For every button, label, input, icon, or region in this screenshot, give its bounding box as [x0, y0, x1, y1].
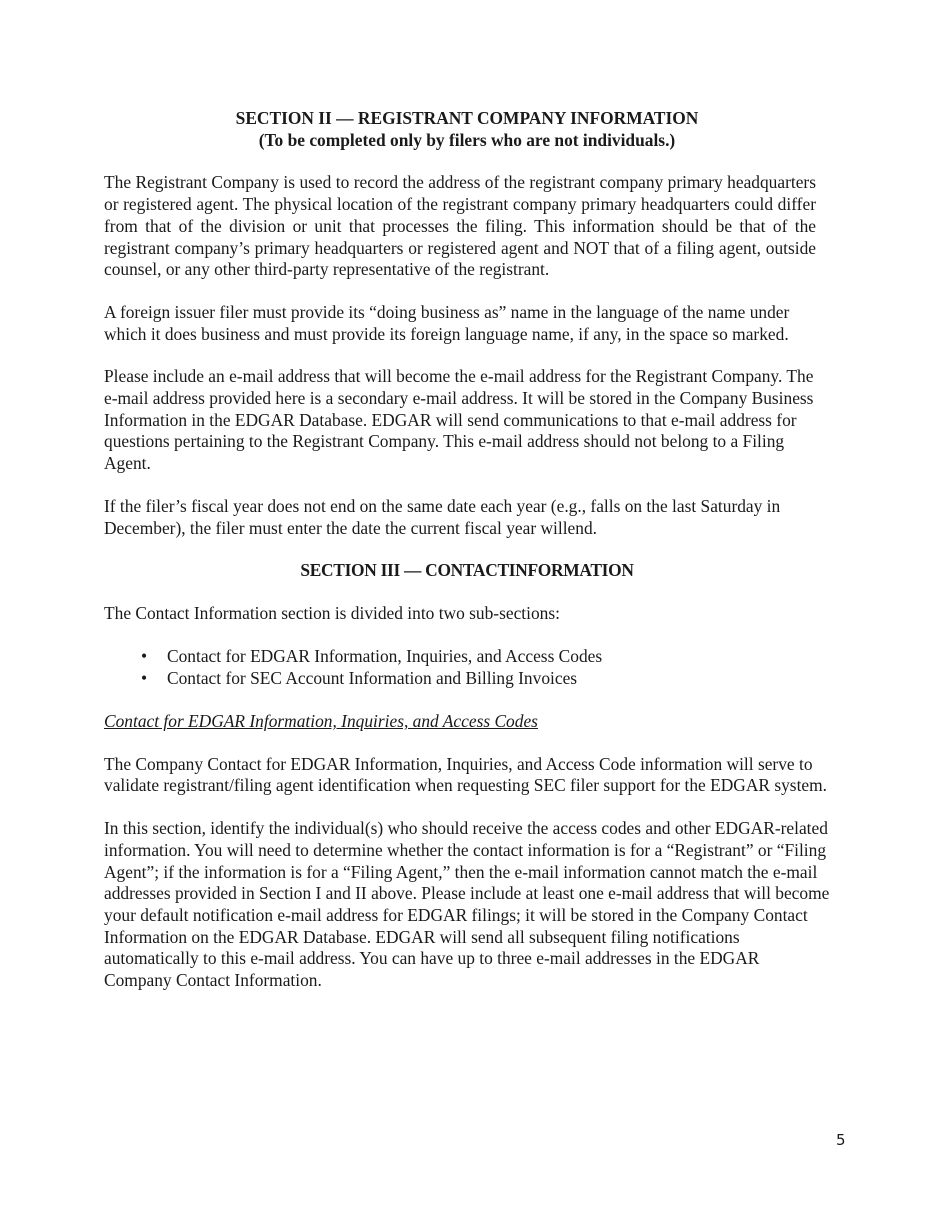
document-page [104, 108, 830, 1013]
contact-subsections-list [104, 646, 830, 690]
list-item-text: Contact for SEC Account Information and Billing Invoices [167, 668, 578, 689]
section-2-subtitle: (To be completed only by filers who are not individuals.) [258, 129, 676, 150]
list-item [104, 668, 830, 690]
foreign-issuer-paragraph: A foreign issuer filer must provide its “doing business as” name in the language of the name under which it does business and must provide its foreign language name, if any, in the space so marked. [104, 301, 790, 344]
section-3-title: SECTION III — CONTACTINFORMATION [300, 560, 634, 581]
edgar-contact-subheading: Contact for EDGAR Information, Inquiries, and Access Codes [104, 711, 538, 732]
fiscal-year-paragraph: If the filer’s fiscal year does not end on the same date each year (e.g., falls on the last Saturday in December), the filer must enter the date the current fiscal year willend. [104, 495, 781, 538]
registrant-company-paragraph: The Registrant Company is used to record the address of the registrant company primary headquarters or registered agent. The physical location of the registrant company primary headquarters could differ from that of the division or unit that processes the filing. This information should be that of the registrant company’s primary headquarters or registered agent and NOT that of a filing agent, outside counsel, or any other third-party representative of the registrant. [104, 172, 816, 280]
bullet-icon: • [141, 645, 148, 666]
access-codes-paragraph: In this section, identify the individual(s) who should receive the access codes and other EDGAR-related information. You will need to determine whether the contact information is for a “Registrant” or “Filing Agent”; if the information is for a “Filing Agent,” then the e-mail information cannot match the e-mail addresses provided in Section I and II above. Please include at least one e-mail address that will become your default notification e-mail address for EDGAR filings; it will be stored in the Company Contact Information on the EDGAR Database. EDGAR will send all subsequent filing notifications automatically to this e-mail address. You can have up to three e-mail addresses in the EDGAR Company Contact Information. [104, 818, 830, 991]
page-number: 5 [836, 1131, 846, 1149]
email-address-paragraph: Please include an e-mail address that will become the e-mail address for the Registrant Company. The e-mail address provided here is a secondary e-mail address. It will be stored in the Company Business Information in the EDGAR Database. EDGAR will send communications to that e-mail address for questions pertaining to the Registrant Company. This e-mail address should not belong to a Filing Agent. [104, 366, 814, 474]
company-contact-paragraph: The Company Contact for EDGAR Information, Inquiries, and Access Code information will serve to validate registrant/filing agent identification when requesting SEC filer support for the EDGAR system. [104, 753, 827, 796]
contact-info-intro: The Contact Information section is divided into two sub-sections: [104, 602, 560, 623]
section-2-title: SECTION II — REGISTRANT COMPANY INFORMATION [235, 108, 699, 128]
section-2-heading [104, 108, 830, 151]
bullet-icon: • [141, 668, 148, 689]
list-item [104, 646, 830, 668]
list-item-text: Contact for EDGAR Information, Inquiries, and Access Codes [167, 645, 603, 666]
